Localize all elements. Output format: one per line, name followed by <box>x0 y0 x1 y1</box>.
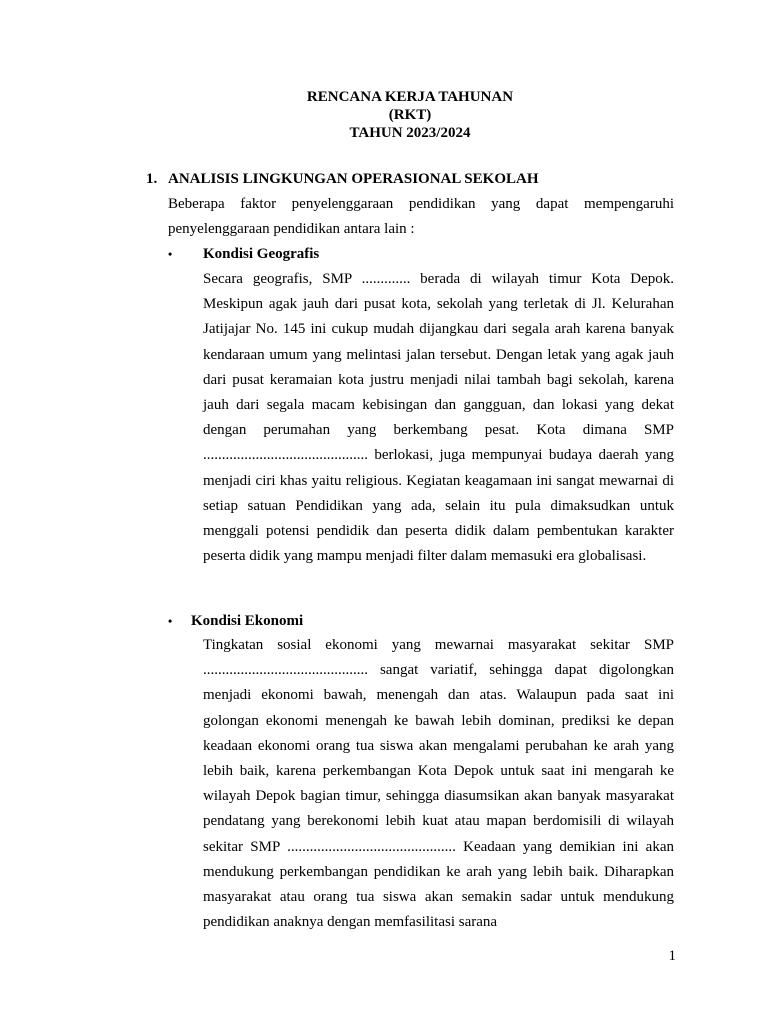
bullet-geografis <box>168 245 319 263</box>
ekonomi-paragraph: Tingkatan sosial ekonomi yang mewarnai masyarakat sekitar SMP ............................................ sangat variatif, sehingga dapat digolongkan menjadi ekonomi bawah, menengah dan atas. Walaupun pada saat ini golongan ekonomi menengah ke bawah lebih dominan, prediksi ke depan keadaan ekonomi orang tua siswa akan mengalami perubahan ke arah yang lebih baik, karena perkembangan Kota Depok untuk saat ini mengarah ke wilayah Depok bagian timur, sehingga diasumsikan akan banyak masyarakat pendatang yang berekonomi lebih kuat atau mapan berdomisili di wilayah sekitar SMP ............................................. Keadaan yang demikian ini akan mendukung perkembangan pendidikan ke arah yang lebih baik. Diharapkan masyarakat atau orang tua siswa akan semakin sadar untuk mendukung pendidikan anaknya dengan memfasilitasi sarana <box>203 637 674 931</box>
bullet-ekonomi <box>168 612 303 630</box>
title-line-2: (RKT) <box>388 107 432 123</box>
section-intro-paragraph: Beberapa faktor penyelenggaraan pendidikan yang dapat mempengaruhi penyelenggaraan pendidikan antara lain : <box>168 196 674 238</box>
document-title <box>0 88 768 142</box>
bullet-icon: • <box>168 247 173 261</box>
bullet-icon: • <box>168 614 173 628</box>
bullet-heading: Kondisi Ekonomi <box>191 613 304 629</box>
page-number: 1 <box>668 948 676 964</box>
geografis-paragraph: Secara geografis, SMP ............. berada di wilayah timur Kota Depok. Meskipun agak jauh dari pusat kota, sekolah yang terletak di Jl. Kelurahan Jatijajar No. 145 ini cukup mudah dijangkau dari segala arah karena banyak kendaraan umum yang melintasi jalan tersebut. Dengan letak yang agak jauh dari pusat keramaian kota justru menjadi nilai tambah bagi sekolah, karena jauh dari segala macam kebisingan dan gangguan, dan lokasi yang dekat dengan perumahan yang berkembang pesat. Kota dimana SMP ............................................ berlokasi, juga mempunyai budaya daerah yang menjadi ciri khas yaitu religious. Kegiatan keagamaan ini sangat mewarnai di setiap satuan Pendidikan yang ada, selain itu pula dimaksudkan untuk menggali potensi pendidik dan peserta didik dalam pembentukan karakter peserta didik yang mampu menjadi filter dalam memasuki era globalisasi. <box>203 271 674 565</box>
title-line-1: RENCANA KERJA TAHUNAN <box>306 89 514 105</box>
section-number: 1. <box>146 171 158 187</box>
section-title: ANALISIS LINGKUNGAN OPERASIONAL SEKOLAH <box>168 171 539 187</box>
title-line-3: TAHUN 2023/2024 <box>349 125 471 141</box>
bullet-heading: Kondisi Geografis <box>203 246 320 262</box>
section-heading <box>146 170 539 188</box>
